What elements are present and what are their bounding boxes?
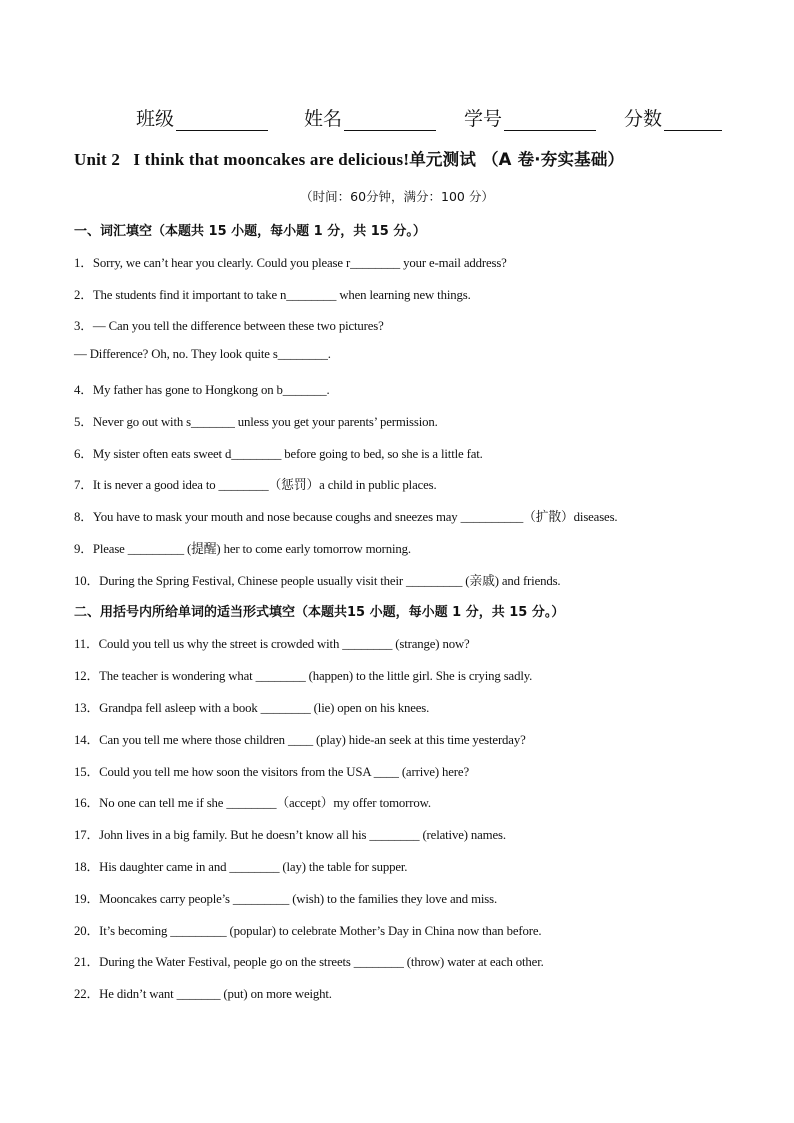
- class-field[interactable]: [136, 104, 268, 131]
- score-blank[interactable]: [664, 112, 722, 131]
- question-item: 18．His daughter came in and ________ (lay) the table for supper.: [74, 860, 408, 874]
- question-item: 17．John lives in a big family. But he doesn’t know all his ________ (relative) names.: [74, 828, 506, 842]
- question-item: 4．My father has gone to Hongkong on b_______.: [74, 383, 330, 397]
- score-label: 分数: [624, 108, 663, 130]
- student-id-label: 学号: [464, 108, 503, 130]
- question-item: 14．Can you tell me where those children ____ (play) hide-an seek at this time yesterday?: [74, 733, 526, 747]
- question-item: 5．Never go out with s_______ unless you get your parents’ permission.: [74, 415, 438, 429]
- question-item: 20．It’s becoming _________ (popular) to celebrate Mother’s Day in China now than before.: [74, 924, 542, 938]
- title-english: Unit 2 I think that mooncakes are delicious!: [74, 150, 410, 169]
- question-item: 22．He didn’t want _______ (put) on more weight.: [74, 987, 332, 1001]
- question-item: 7．It is never a good idea to ________（惩罚）a child in public places.: [74, 478, 437, 492]
- student-id-blank[interactable]: [504, 112, 596, 131]
- question-item: 11．Could you tell us why the street is crowded with ________ (strange) now?: [74, 637, 470, 651]
- question-item: 1．Sorry, we can’t hear you clearly. Could you please r________ your e-mail address?: [74, 256, 507, 270]
- question-item: — Difference? Oh, no. They look quite s________.: [74, 347, 331, 361]
- title-chinese: 单元测试 （A 卷·夯实基础）: [409, 150, 625, 169]
- student-id-field[interactable]: [464, 104, 596, 131]
- question-item: 21．During the Water Festival, people go on the streets ________ (throw) water at each other.: [74, 955, 544, 969]
- question-item: 13．Grandpa fell asleep with a book ________ (lie) open on his knees.: [74, 701, 430, 715]
- question-item: 12．The teacher is wondering what ________ (happen) to the little girl. She is crying sadly.: [74, 669, 533, 683]
- name-label: 姓名: [304, 108, 343, 130]
- question-item: 2．The students find it important to take n________ when learning new things.: [74, 288, 471, 302]
- name-field[interactable]: [304, 104, 436, 131]
- question-item: 10．During the Spring Festival, Chinese people usually visit their _________ (亲戚) and friends.: [74, 574, 561, 588]
- question-item: 6．My sister often eats sweet d________ before going to bed, so she is a little fat.: [74, 447, 483, 461]
- question-item: 16．No one can tell me if she ________（accept）my offer tomorrow.: [74, 796, 431, 810]
- class-label: 班级: [136, 108, 175, 130]
- question-item: 3．— Can you tell the difference between these two pictures?: [74, 319, 384, 333]
- section-1-heading: 一、词汇填空（本题共 15 小题，每小题 1 分，共 15 分。）: [74, 224, 426, 239]
- name-blank[interactable]: [344, 112, 436, 131]
- student-info-fields: [136, 104, 736, 131]
- score-field[interactable]: [624, 104, 722, 131]
- page-title: [74, 146, 734, 170]
- time-note: （时间：60分钟，满分：100 分）: [300, 189, 494, 204]
- question-item: 9．Please _________ (提醒) her to come early tomorrow morning.: [74, 542, 411, 556]
- question-item: 8．You have to mask your mouth and nose because coughs and sneezes may __________（扩散）diseases.: [74, 510, 618, 524]
- section-2-heading: 二、用括号内所给单词的适当形式填空（本题共15 小题，每小题 1 分，共 15 分。）: [74, 605, 565, 620]
- question-item: 19．Mooncakes carry people’s _________ (wish) to the families they love and miss.: [74, 892, 498, 906]
- question-item: 15．Could you tell me how soon the visitors from the USA ____ (arrive) here?: [74, 765, 469, 779]
- class-blank[interactable]: [176, 112, 268, 131]
